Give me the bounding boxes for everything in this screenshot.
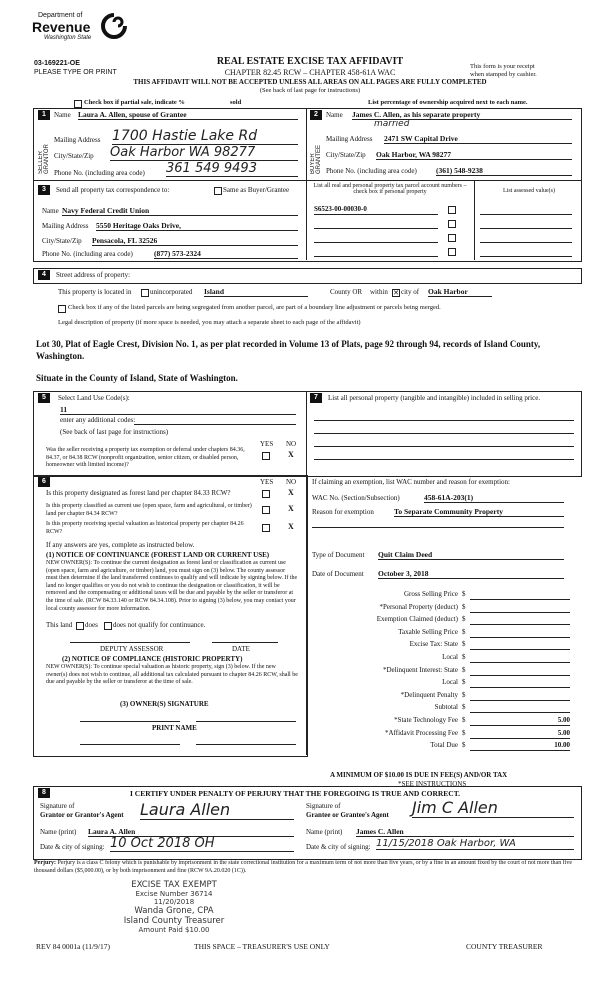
forest-a3[interactable]: X — [288, 522, 294, 531]
assessed-header: List assessed value(s) — [503, 188, 555, 194]
partial-sale-pct-note: List percentage of ownership acquired next to each name. — [368, 99, 528, 106]
tax-row-currency: $ — [462, 653, 466, 661]
tax-row-currency: $ — [462, 741, 466, 750]
please-type: PLEASE TYPE OR PRINT — [34, 69, 117, 76]
historic-title: (2) NOTICE OF COMPLIANCE (HISTORIC PROPERTY) — [62, 655, 243, 663]
parcel-row-4[interactable] — [314, 247, 438, 257]
deputy-date-line[interactable] — [212, 642, 278, 643]
stamp-line-1: EXCISE TAX EXEMPT — [131, 880, 217, 890]
tax-row — [312, 703, 574, 714]
forest-no-header: NO — [286, 478, 297, 486]
tax-row — [312, 716, 574, 727]
buyer-handwritten-note: married — [374, 119, 410, 129]
buyer-mailing-value[interactable]: 2471 SW Capital Drive — [384, 134, 572, 144]
seller-mailing-label: Mailing Address — [54, 136, 101, 144]
stamp-line-5: Island County Treasurer — [123, 916, 225, 926]
assessed-row-3[interactable] — [480, 233, 572, 243]
forest-q1-yes-checkbox[interactable] — [262, 490, 270, 498]
seller-city-label: City/State/Zip — [54, 152, 94, 160]
assessed-row-1[interactable] — [480, 205, 572, 215]
owner-signature-line-1[interactable] — [80, 721, 180, 722]
tax-row-label: Subtotal — [434, 703, 458, 712]
forest-q3-yes-checkbox[interactable] — [262, 524, 270, 532]
tax-row-value[interactable] — [470, 703, 570, 713]
buyer-city-value[interactable]: Oak Harbor, WA 98277 — [376, 150, 572, 160]
land-does-label: does — [85, 621, 98, 629]
stamp-line-4: Wanda Grone, CPA — [134, 906, 214, 916]
seller-name-value[interactable]: Laura A. Allen, spouse of Grantee — [78, 110, 298, 120]
tax-row-currency: $ — [462, 590, 466, 598]
county-or-label: County OR — [330, 288, 363, 296]
legal-desc-label: Legal description of property (if more space is needed, you may attach a separate sheet to each page of the affidavit) — [58, 319, 361, 326]
continuance-text: NEW OWNER(S): To continue the current designation as forest land or classification as current use (open space, farm and agriculture, or timber) land, you must sign on (3) below. The county assessor must then determine if the land transferred continues to qualify and will indicate by signing below. If the land no longer qualifies or you do not wish to continue the designation or classification, it will be removed and the compensating or additional taxes will be due and payable by the seller or transferor at the time of sale. (RCW 84.33.140 or RCW 84.34.108). Prior to signing (3) below, you may contact your local county assessor for more information. — [46, 560, 298, 612]
doc-type-label: Type of Document — [312, 551, 365, 559]
forest-q1: Is this property designated as forest land per chapter 84.33 RCW? — [46, 489, 231, 497]
tax-row-currency: $ — [462, 703, 466, 712]
forest-if-yes: If any answers are yes, complete as instructed below. — [46, 541, 195, 549]
section-6-number: 6 — [38, 477, 50, 487]
tax-row-label: Local — [442, 653, 458, 661]
land-use-see-back: (See back of last page for instructions) — [60, 428, 169, 436]
forest-yes-header: YES — [260, 478, 274, 486]
tax-row — [312, 590, 574, 601]
agency-line1: Department of — [38, 12, 83, 19]
section-2-number: 2 — [310, 110, 322, 120]
tax-row-label: Total Due — [430, 741, 458, 750]
grantee-date-label: Date & city of signing: — [306, 843, 371, 851]
tax-row-value[interactable] — [470, 678, 570, 688]
additional-codes-field[interactable] — [134, 416, 296, 425]
grantee-name[interactable]: James C. Allen — [356, 827, 574, 837]
receipt-note-2: when stamped by cashier. — [470, 71, 537, 78]
section-4-number: 4 — [38, 270, 50, 280]
tax-row-label: *Personal Property (deduct) — [379, 602, 458, 611]
receipt-note-1: This form is your receipt — [470, 63, 535, 70]
owner-signature-line-2[interactable] — [196, 721, 296, 722]
section-8-number: 8 — [38, 788, 50, 798]
parcel-row-1[interactable]: S6523-00-00030-0 — [314, 205, 438, 215]
section-1-number: 1 — [38, 110, 50, 120]
tax-row — [312, 691, 574, 702]
tax-row-currency: $ — [462, 690, 466, 699]
tax-row-label: *State Technology Fee — [394, 716, 458, 724]
deputy-date-label: DATE — [232, 645, 250, 653]
grantor-signature[interactable]: Laura Allen — [140, 800, 294, 820]
corr-city-value[interactable]: Pensacola, FL 32526 — [92, 236, 298, 246]
tax-row-currency: $ — [462, 627, 466, 636]
reason-line-2[interactable] — [312, 527, 564, 528]
footer-rev: REV 84 0001a (11/9/17) — [36, 942, 110, 951]
owner-signature-label: (3) OWNER(S) SIGNATURE — [120, 700, 209, 708]
partial-sale-checkbox[interactable] — [74, 100, 82, 108]
tax-row-label: Taxable Selling Price — [398, 627, 458, 636]
reason-label: Reason for exemption — [312, 508, 374, 516]
tax-row-label: Local — [442, 678, 458, 687]
buyer-side-label: BUYER GRANTEE — [310, 144, 322, 174]
section-5-number: 5 — [38, 393, 50, 403]
exemption-question: Was the seller receiving a property tax exemption or deferral under chapters 84.36, 84.37, or 84.38 RCW (nonprofit organization, senior citizen, or disabled person, homeowner with limited income)? — [46, 447, 245, 468]
wac-label: WAC No. (Section/Subsection) — [312, 494, 400, 502]
historic-text: NEW OWNER(S): To continue special valuation as historic property, sign (3) below. If the new owner(s) does not wish to continue, all additional tax calculated pursuant to chapter 84.26 RCW, shall be due and payable by the seller or transferor at the time of sale. — [46, 664, 298, 686]
footer-county-treasurer: COUNTY TREASURER — [466, 942, 543, 951]
parcel-4-personal-checkbox[interactable] — [448, 248, 456, 256]
grantor-date[interactable]: 10 Oct 2018 OH — [110, 836, 294, 852]
buyer-name-label: Name — [326, 111, 343, 119]
tax-row-label: Exemption Claimed (deduct) — [376, 615, 458, 624]
land-use-yes-header: YES — [260, 440, 274, 448]
corr-name-label: Name — [42, 207, 59, 215]
land-use-select-label: Select Land Use Code(s): — [58, 394, 130, 402]
partial-sale-label: Check box if partial sale, indicate % — [84, 99, 185, 106]
tax-row-value[interactable] — [470, 628, 570, 638]
city-of-label: city of — [401, 288, 420, 296]
exempt-stamp — [104, 880, 244, 934]
tax-row-value[interactable] — [470, 691, 570, 701]
personal-property-label: List all personal property (tangible and intangible) included in selling price. — [328, 394, 541, 402]
tax-row-currency: $ — [462, 665, 466, 674]
grantor-name[interactable]: Laura A. Allen — [88, 827, 294, 837]
exemption-claim-label: If claiming an exemption, list WAC number and reason for exemption: — [312, 478, 510, 486]
perjury-text: Perjury is a class C felony which is punishable by imprisonment in the state correctional institution for a maximum term of not more than five years, or by a fine in an amount fixed by the court of not more than five thousand dollars ($5,000.00), or by both imprisonment and fine (RCW 9A.20.020 (1C)). — [34, 860, 573, 874]
parcel-2-personal-checkbox[interactable] — [448, 220, 456, 228]
parcel-1-personal-checkbox[interactable] — [448, 206, 456, 214]
street-address-label: Street address of property: — [56, 271, 131, 279]
stamp-line-6: Amount Paid $10.00 — [138, 926, 210, 934]
tax-row-label: *Delinquent Interest: State — [382, 665, 458, 674]
perjury-notice — [34, 860, 578, 875]
exemption-yes-checkbox[interactable] — [262, 452, 270, 460]
wac-value[interactable]: 458-61A-203(1) — [424, 493, 564, 503]
tax-row-label: *Delinquent Penalty — [400, 690, 458, 699]
buyer-mailing-label: Mailing Address — [326, 135, 373, 143]
reason-value[interactable]: To Separate Community Property — [394, 507, 564, 517]
tax-row — [312, 615, 574, 626]
same-as-buyer-label: Same as Buyer/Grantee — [223, 186, 290, 194]
corr-mailing-value[interactable]: 5550 Heritage Oaks Drive, — [96, 221, 298, 231]
assessed-row-2[interactable] — [480, 219, 572, 229]
assessed-row-4[interactable] — [480, 247, 572, 257]
grantor-name-label: Name (print) — [40, 828, 77, 836]
tax-row — [312, 678, 574, 689]
land-does-not-checkbox[interactable] — [104, 622, 112, 630]
tax-row — [312, 603, 574, 614]
revenue-swirl-icon — [100, 12, 128, 40]
grantee-name-label: Name (print) — [306, 828, 343, 836]
located-label: This property is located in — [58, 288, 132, 296]
form-title: REAL ESTATE EXCISE TAX AFFIDAVIT — [216, 56, 404, 67]
forest-q3: Is this property receiving special valuation as historical property per chapter 84.26 RCW? — [46, 521, 244, 535]
seller-name-label: Name — [54, 111, 71, 119]
corr-mailing-label: Mailing Address — [42, 222, 89, 230]
tax-row-currency: $ — [462, 716, 466, 724]
doc-type-value[interactable]: Quit Claim Deed — [378, 550, 564, 560]
tax-row — [312, 666, 574, 677]
forest-q2-yes-checkbox[interactable] — [262, 506, 270, 514]
tax-row — [312, 729, 574, 740]
correspondence-label: Send all property tax correspondence to: — [56, 186, 170, 194]
form-chapter: CHAPTER 82.45 RCW – CHAPTER 458-61A WAC — [224, 68, 396, 77]
tax-row-currency: $ — [462, 640, 466, 649]
deputy-assessor-label: DEPUTY ASSESSOR — [100, 645, 164, 653]
corr-phone-label: Phone No. (including area code) — [42, 250, 133, 258]
within-label: within — [370, 288, 388, 296]
county-name[interactable]: Island — [204, 287, 308, 297]
tax-row-value[interactable] — [470, 653, 570, 663]
doc-date-label: Date of Document — [312, 570, 364, 578]
revenue-logo — [32, 8, 132, 56]
land-does-not-label: does not qualify for continuance. — [113, 621, 206, 629]
segregated-label: Check box if any of the listed parcels are being segregated from another parcel, are part of a boundary line adjustment or parcels being merged. — [68, 304, 441, 311]
forest-a1[interactable]: X — [288, 488, 294, 497]
parcel-row-2[interactable] — [314, 219, 438, 229]
seller-side-label: SELLER GRANTOR — [38, 144, 50, 174]
form-see-back: (See back of last page for instructions) — [259, 87, 361, 94]
tax-row-currency: $ — [462, 602, 466, 611]
legal-description: Lot 30, Plat of Eagle Crest, Division No. 1, as per plat recorded in Volume 13 of Plats, page 92 through 94, records of Island County, Washington. — [36, 339, 541, 361]
corr-name-value[interactable]: Navy Federal Credit Union — [62, 206, 298, 216]
land-use-code[interactable]: 11 — [60, 405, 296, 415]
tax-row-label: *Affidavit Processing Fee — [385, 728, 458, 737]
doc-date-value[interactable]: October 3, 2018 — [378, 569, 564, 579]
partial-sale-sold: sold — [230, 99, 242, 106]
tax-row-value[interactable]: 5.00 — [470, 729, 570, 739]
tax-row — [312, 741, 574, 752]
grantee-sig-label-1: Signature of — [306, 802, 341, 810]
deputy-assessor-line[interactable] — [70, 642, 190, 643]
buyer-phone-value[interactable]: (361) 548-9238 — [436, 166, 572, 176]
additional-codes-label: enter any additional codes: — [60, 416, 136, 424]
minimum-notice: A MINIMUM OF $10.00 IS DUE IN FEE(S) AND/OR TAX — [330, 771, 508, 779]
grantee-sig-label-2: Grantee or Grantee's Agent — [306, 811, 389, 819]
personal-property-line-4[interactable] — [314, 459, 574, 460]
tax-row-value[interactable] — [470, 666, 570, 676]
personal-property-line-2[interactable] — [314, 433, 574, 434]
city-name[interactable]: Oak Harbor — [428, 287, 492, 297]
exemption-answer[interactable]: X — [288, 450, 294, 459]
print-name-line-2[interactable] — [196, 744, 296, 745]
unincorporated-label: unincorporated — [150, 288, 193, 296]
buyer-phone-label: Phone No. (including area code) — [326, 167, 417, 175]
section-7-number: 7 — [310, 393, 322, 403]
grantee-signature[interactable]: Jim C Allen — [412, 798, 574, 818]
seller-city-value[interactable]: Oak Harbor WA 98277 — [110, 145, 298, 161]
tax-row-label: Gross Selling Price — [403, 590, 458, 598]
tax-row-value[interactable] — [470, 640, 570, 650]
grantor-date-label: Date & city of signing: — [40, 843, 105, 851]
footer-treasurer-space: THIS SPACE – TREASURER'S USE ONLY — [194, 942, 330, 951]
seller-phone-label: Phone No. (including area code) — [54, 169, 145, 177]
tax-row — [312, 628, 574, 639]
tax-row-currency: $ — [462, 615, 466, 624]
parcels-header: List all real and personal property tax parcel account numbers – check box if personal property — [313, 183, 467, 195]
tax-row-currency: $ — [462, 678, 466, 687]
certify-statement: I CERTIFY UNDER PENALTY OF PERJURY THAT THE FOREGOING IS TRUE AND CORRECT. — [130, 789, 461, 798]
see-instructions: *SEE INSTRUCTIONS — [398, 780, 467, 788]
doc-number: 03-169221-OE — [34, 60, 80, 67]
form-warning: THIS AFFIDAVIT WILL NOT BE ACCEPTED UNLESS ALL AREAS ON ALL PAGES ARE FULLY COMPLETED — [133, 78, 487, 86]
land-use-no-header: NO — [286, 440, 297, 448]
tax-row — [312, 640, 574, 651]
print-name-line-1[interactable] — [80, 744, 180, 745]
unincorporated-checkbox[interactable] — [141, 289, 149, 297]
situate-line: Situate in the County of Island, State of Washington. — [36, 373, 238, 383]
stamp-line-2: Excise Number 36714 — [135, 890, 213, 898]
personal-property-line-3[interactable] — [314, 446, 574, 447]
grantor-sig-label-2: Grantor or Grantor's Agent — [40, 811, 124, 819]
buyer-name-value[interactable]: James C. Allen, as his separate property — [352, 110, 572, 120]
print-name-label: PRINT NAME — [152, 724, 197, 732]
tax-row-value[interactable] — [470, 615, 570, 625]
stamp-line-3: 11/20/2018 — [153, 898, 195, 906]
segregated-checkbox[interactable] — [58, 305, 66, 313]
perjury-label: Perjury: — [34, 860, 56, 866]
grantor-sig-label-1: Signature of — [40, 802, 75, 810]
tax-row-value[interactable] — [470, 590, 570, 600]
section-3-number: 3 — [38, 185, 50, 195]
seller-phone-value[interactable]: 361 549 9493 — [166, 161, 298, 177]
land-does-checkbox[interactable] — [76, 622, 84, 630]
corr-city-label: City/State/Zip — [42, 237, 82, 245]
this-land-label: This land — [46, 621, 73, 629]
grantee-date[interactable]: 11/15/2018 Oak Harbor, WA — [376, 838, 574, 850]
buyer-city-label: City/State/Zip — [326, 151, 366, 159]
tax-row-value[interactable]: 10.00 — [470, 741, 570, 751]
within-city-checkbox[interactable]: ✕ — [393, 289, 399, 297]
corr-phone-value[interactable]: (877) 573-2324 — [154, 249, 298, 259]
parcel-3-personal-checkbox[interactable] — [448, 234, 456, 242]
tax-row-currency: $ — [462, 728, 466, 737]
forest-q2: Is this property classified as current use (open space, farm and agricultural, or timber) land per chapter 84.34 RCW? — [46, 503, 252, 517]
agency-line2: Revenue — [32, 19, 91, 35]
tax-row — [312, 653, 574, 664]
tax-row-value[interactable] — [470, 603, 570, 613]
tax-row-label: Excise Tax: State — [409, 640, 458, 649]
agency-line3: Washington State — [44, 35, 92, 41]
personal-property-line-1[interactable] — [314, 420, 574, 421]
forest-a2[interactable]: X — [288, 504, 294, 513]
parcel-row-3[interactable] — [314, 233, 438, 243]
tax-row-value[interactable]: 5.00 — [470, 716, 570, 726]
continuance-title: (1) NOTICE OF CONTINUANCE (FOREST LAND OR CURRENT USE) — [46, 551, 270, 559]
seller-mailing-value[interactable]: 1700 Hastie Lake Rd — [112, 128, 298, 145]
same-as-buyer-checkbox[interactable] — [214, 187, 222, 195]
